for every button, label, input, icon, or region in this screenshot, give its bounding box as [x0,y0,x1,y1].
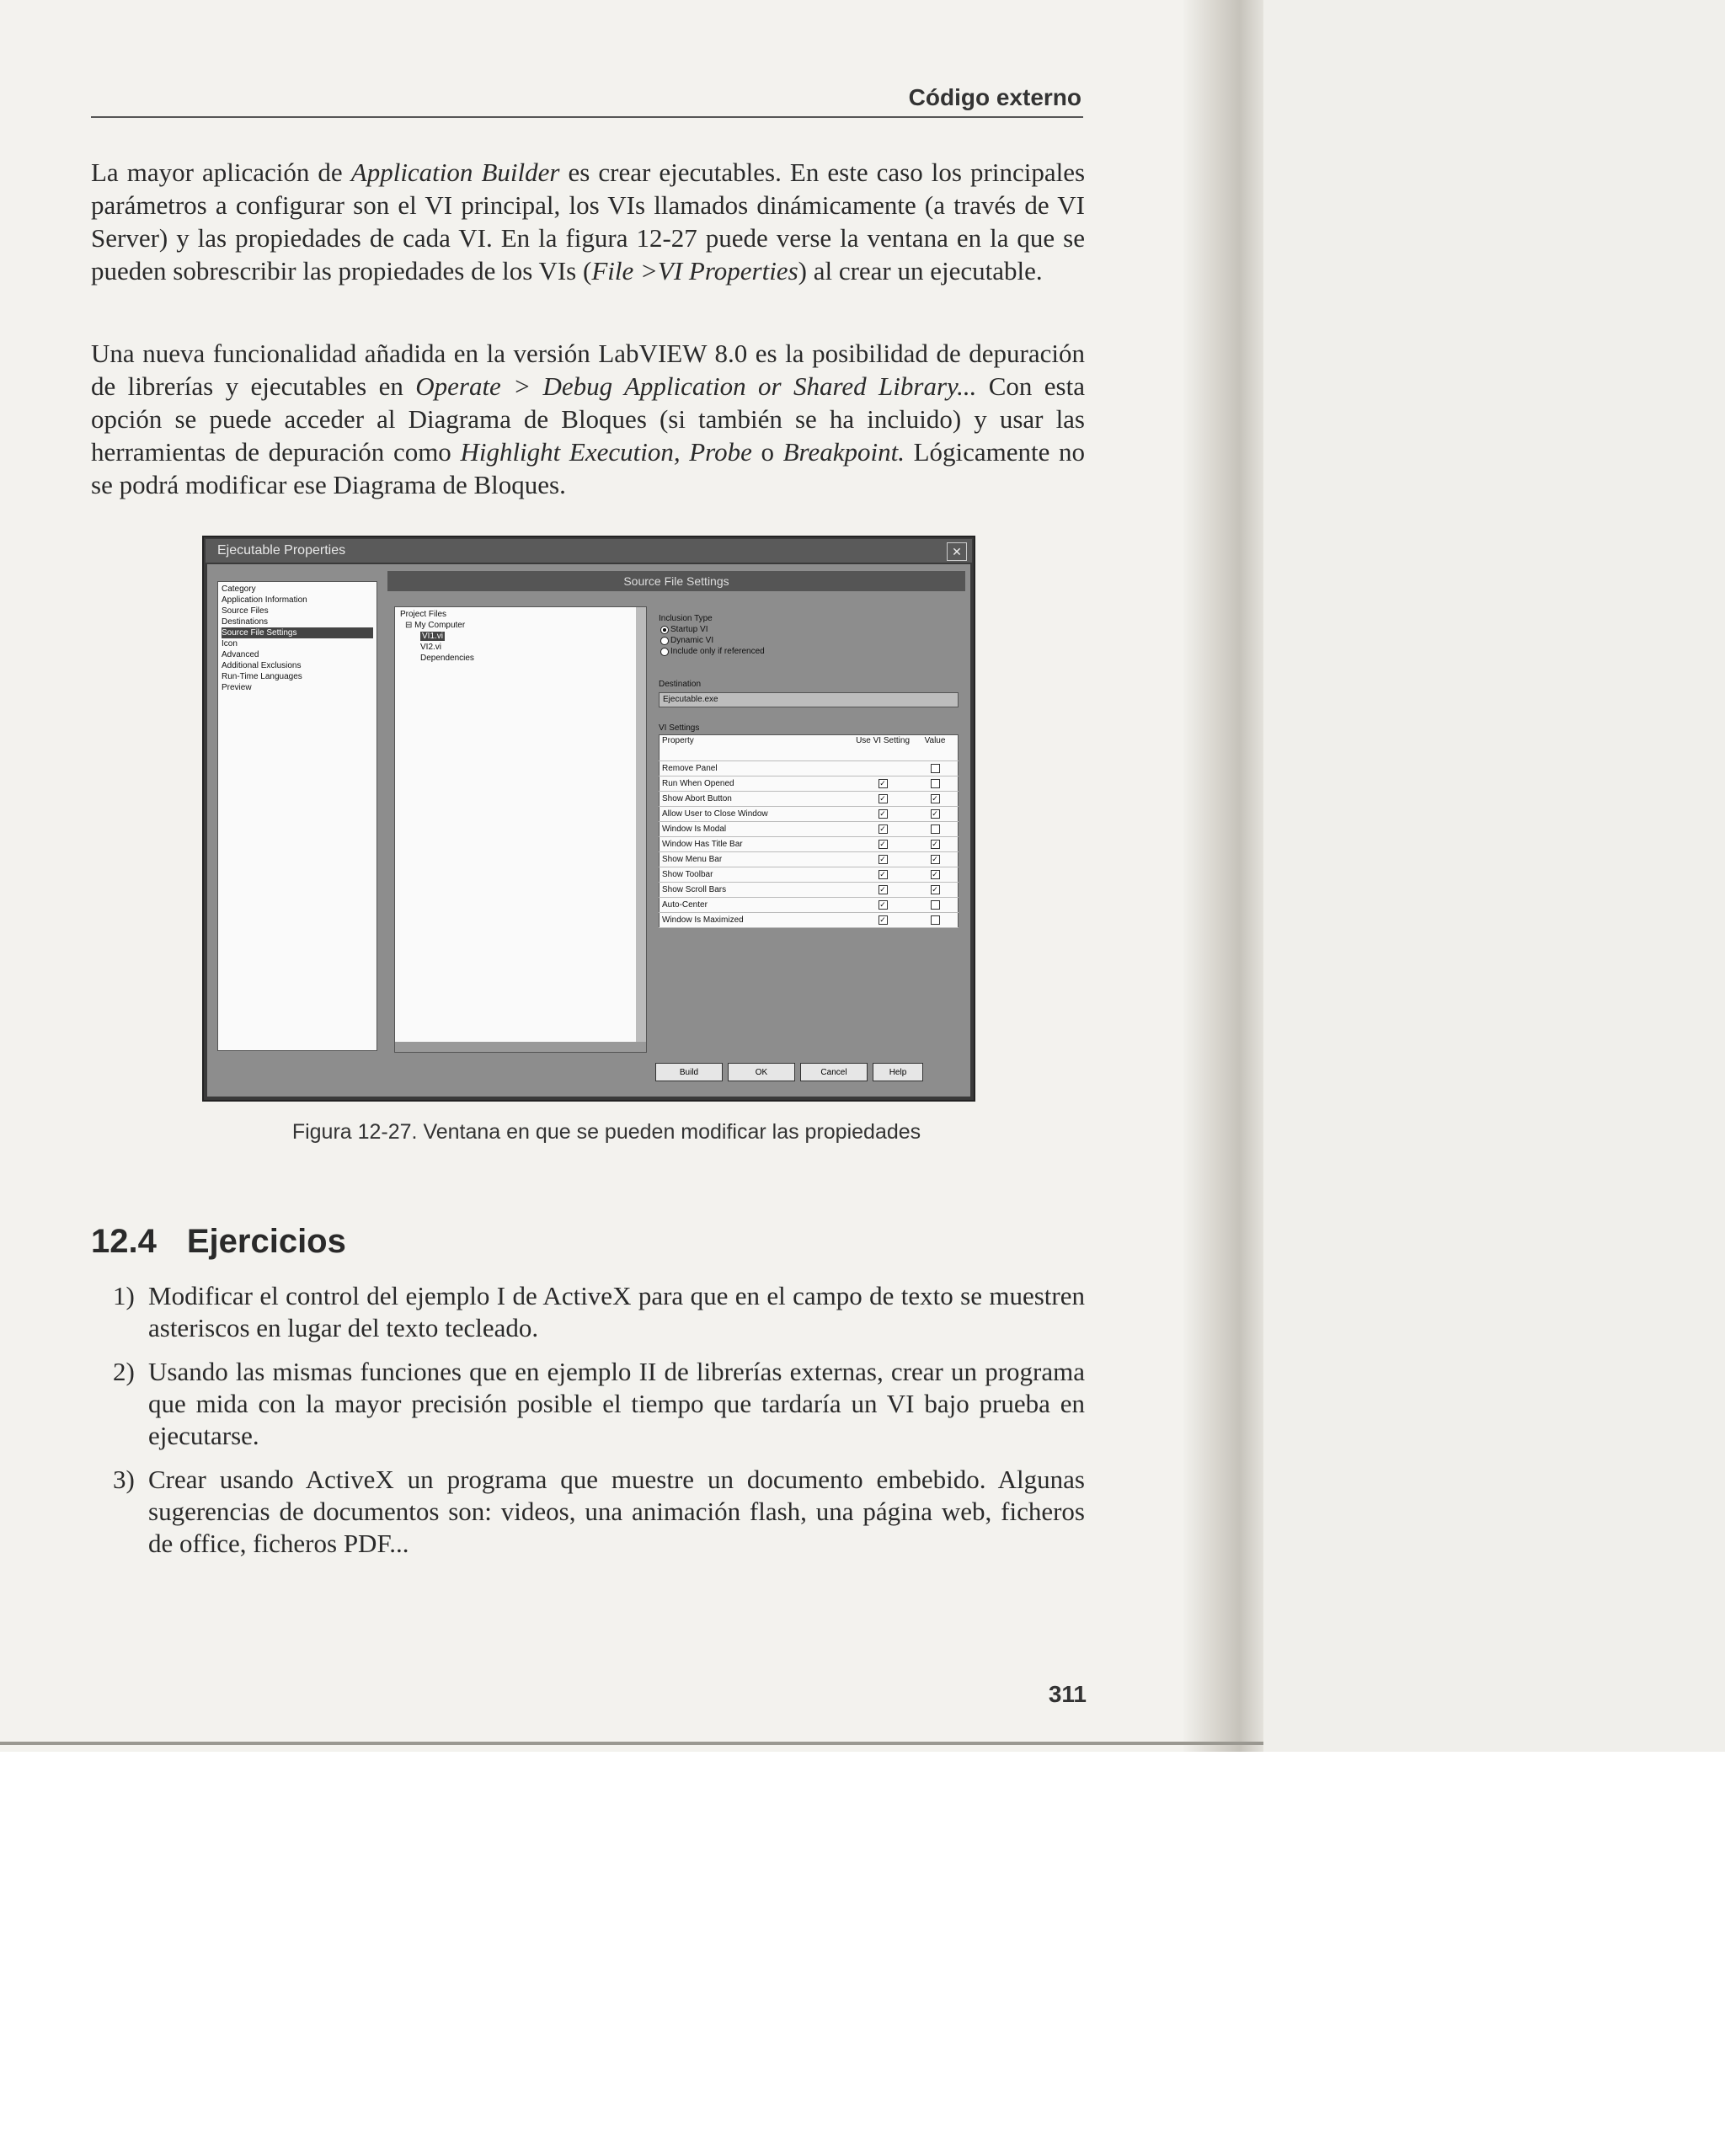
window-body [207,564,970,1097]
property-name: Auto-Center [660,898,854,913]
category-list[interactable] [217,581,377,1051]
settings-panel [655,606,965,1027]
text-run: La mayor aplicación de [91,157,351,187]
checkbox-use-vi-setting[interactable]: ✓ [853,792,912,807]
figure-screenshot [202,536,975,1102]
category-item[interactable]: Source Files [222,606,269,616]
radio-include-if-referenced[interactable]: Include only if referenced [659,646,911,657]
property-name: Show Scroll Bars [660,883,854,898]
italic-run: Highlight Execution, Probe [460,437,752,467]
radio-startup-vi[interactable]: Startup VI [659,624,911,635]
item-number: 2) [113,1357,135,1386]
destination-label: Destination [659,680,702,689]
tree-node[interactable] [400,642,641,653]
category-item[interactable]: Icon [222,639,238,648]
tree-node-label: My Computer [414,621,466,630]
checkbox-value[interactable]: ✓ [912,852,959,867]
help-button[interactable]: Help [873,1063,923,1081]
category-label: Category [222,584,256,594]
category-item[interactable]: Destinations [222,617,269,627]
checkbox-use-vi-setting[interactable]: ✓ [853,807,912,822]
italic-run: File >VI Properties [591,256,798,286]
inclusion-type-label: Inclusion Type [659,614,713,623]
checkbox-value[interactable] [912,776,959,792]
item-text: Usando las mismas funciones que en ejemplo II de librerías externas, crear un programa que mida con la mayor precisión posible el tiempo que tardaría un VI bajo prueba en ejecutarse. [148,1357,1085,1450]
text-run: Con esta opción se puede acceder al Diagrama de Bloques (si también se ha incluido) y usar las herramientas de depuración como [91,371,1085,467]
property-name: Run When Opened [660,776,854,792]
header-rule [91,116,1083,118]
table-header-row [660,735,959,761]
cancel-button[interactable]: Cancel [800,1063,868,1081]
property-name: Allow User to Close Window [660,807,854,822]
table-row [660,776,959,792]
item-number: 3) [113,1465,135,1494]
paragraph-application-builder [91,156,1085,287]
checkbox-value[interactable]: ✓ [912,883,959,898]
page-number: 311 [1048,1681,1087,1707]
table-row [660,898,959,913]
tree-node-label: Dependencies [420,654,474,663]
item-text: Crear usando ActiveX un programa que muestre un documento embebido. Algunas sugerencias de documentos son: videos, una animación flash, una página web, ficheros de office, ficheros PDF... [148,1465,1085,1558]
inclusion-type-group [659,613,911,657]
checkbox-use-vi-setting[interactable]: ✓ [853,776,912,792]
figure-caption: Figura 12-27. Ventana en que se pueden modificar las propiedades [291,1120,921,1144]
project-files-label: Project Files [400,610,447,619]
checkbox-value[interactable]: ✓ [912,867,959,883]
checkbox-value[interactable] [912,898,959,913]
paragraph-debug [91,337,1085,501]
scan-background [0,1752,1725,2156]
column-header: Value [912,735,959,761]
list-item [91,1464,1085,1560]
build-button[interactable]: Build [655,1063,723,1081]
table-row [660,867,959,883]
text-run: es crear ejecutables. En este caso los principales parámetros a configurar son el VI principal, los VIs llamados dinámicamente (a través de VI Server) y las propiedades de cada VI. En la figura 12-27 puede verse la ventana en la que se pueden sobrescribir las propiedades de los VIs ( [91,157,1086,286]
dialog-buttons [655,1063,965,1088]
checkbox-use-vi-setting[interactable] [853,761,912,776]
category-item[interactable]: Additional Exclusions [222,661,302,670]
property-name: Show Toolbar [660,867,854,883]
category-item[interactable]: Run-Time Languages [222,672,302,681]
table-row [660,792,959,807]
running-head: Código externo [908,84,1081,110]
property-name: Show Menu Bar [660,852,854,867]
close-icon[interactable]: ✕ [947,542,967,561]
ok-button[interactable]: OK [728,1063,795,1081]
category-item[interactable]: Preview [222,683,252,692]
tree-node[interactable]: ⊟ My Computer [405,621,466,630]
table-row [660,822,959,837]
table-row [660,761,959,776]
list-item [91,1356,1085,1452]
checkbox-use-vi-setting[interactable]: ✓ [853,867,912,883]
vi-settings-label: VI Settings [659,723,700,733]
section-heading [91,1223,346,1261]
property-name: Window Has Title Bar [660,837,854,852]
checkbox-use-vi-setting[interactable]: ✓ [853,913,912,928]
checkbox-use-vi-setting[interactable]: ✓ [853,837,912,852]
checkbox-use-vi-setting[interactable]: ✓ [853,883,912,898]
checkbox-value[interactable] [912,913,959,928]
horizontal-scrollbar[interactable] [395,1042,646,1052]
table-row [660,913,959,928]
section-title: Ejercicios [186,1223,346,1260]
text-run: Lógicamente no se podrá modificar ese Diagrama de Bloques. [91,437,1086,499]
tree-node[interactable] [400,631,641,642]
destination-select[interactable]: Ejecutable.exe [659,692,959,707]
column-header: Use VI Setting [853,735,912,761]
property-name: Window Is Modal [660,822,854,837]
property-name: Window Is Maximized [660,913,854,928]
checkbox-value[interactable] [912,761,959,776]
tree-node[interactable] [400,653,641,664]
checkbox-value[interactable]: ✓ [912,807,959,822]
section-number: 12.4 [91,1223,157,1260]
checkbox-use-vi-setting[interactable]: ✓ [853,898,912,913]
text-run: Una nueva funcionalidad añadida en la versión LabVIEW 8.0 es la posibilidad de depuración de librerías y ejecutables en [91,339,1085,401]
column-header: Property [660,735,854,761]
checkbox-use-vi-setting[interactable]: ✓ [853,822,912,837]
facing-page [1263,0,1725,1752]
text-run: ) al crear un ejecutable. [798,256,1043,286]
checkbox-value[interactable]: ✓ [912,792,959,807]
panel-header: Source File Settings [387,571,965,591]
page-bottom-edge [0,1742,1263,1745]
italic-run: Operate > Debug Application or Shared Library... [415,371,977,401]
table-row [660,852,959,867]
table-row [660,837,959,852]
property-name: Remove Panel [660,761,854,776]
item-text: Modificar el control del ejemplo I de ActiveX para que en el campo de texto se muestren asteriscos en lugar del texto tecleado. [148,1281,1085,1342]
category-item[interactable]: Advanced [222,650,259,659]
italic-run: Application Builder [350,157,560,187]
checkbox-value[interactable]: ✓ [912,837,959,852]
table-row [660,883,959,898]
radio-dynamic-vi[interactable]: Dynamic VI [659,635,911,646]
checkbox-value[interactable] [912,822,959,837]
vi-settings-table [659,734,959,928]
project-files-tree[interactable] [394,606,647,1053]
vertical-scrollbar[interactable] [636,607,646,1052]
exercise-list [91,1280,1085,1572]
book-spine [1183,0,1263,1752]
window-title-bar [206,539,972,563]
category-item-selected[interactable]: Source File Settings [222,627,373,638]
item-number: 1) [113,1281,135,1310]
tree-node-label: VI2.vi [420,643,442,652]
checkbox-use-vi-setting[interactable]: ✓ [853,852,912,867]
property-name: Show Abort Button [660,792,854,807]
table-row [660,807,959,822]
list-item [91,1280,1085,1344]
window-title: Ejecutable Properties [217,543,346,558]
italic-run: Breakpoint. [782,437,905,467]
tree-node-label: VI1.vi [422,632,444,641]
text-run: o [751,437,783,467]
category-item[interactable]: Application Information [222,595,307,605]
